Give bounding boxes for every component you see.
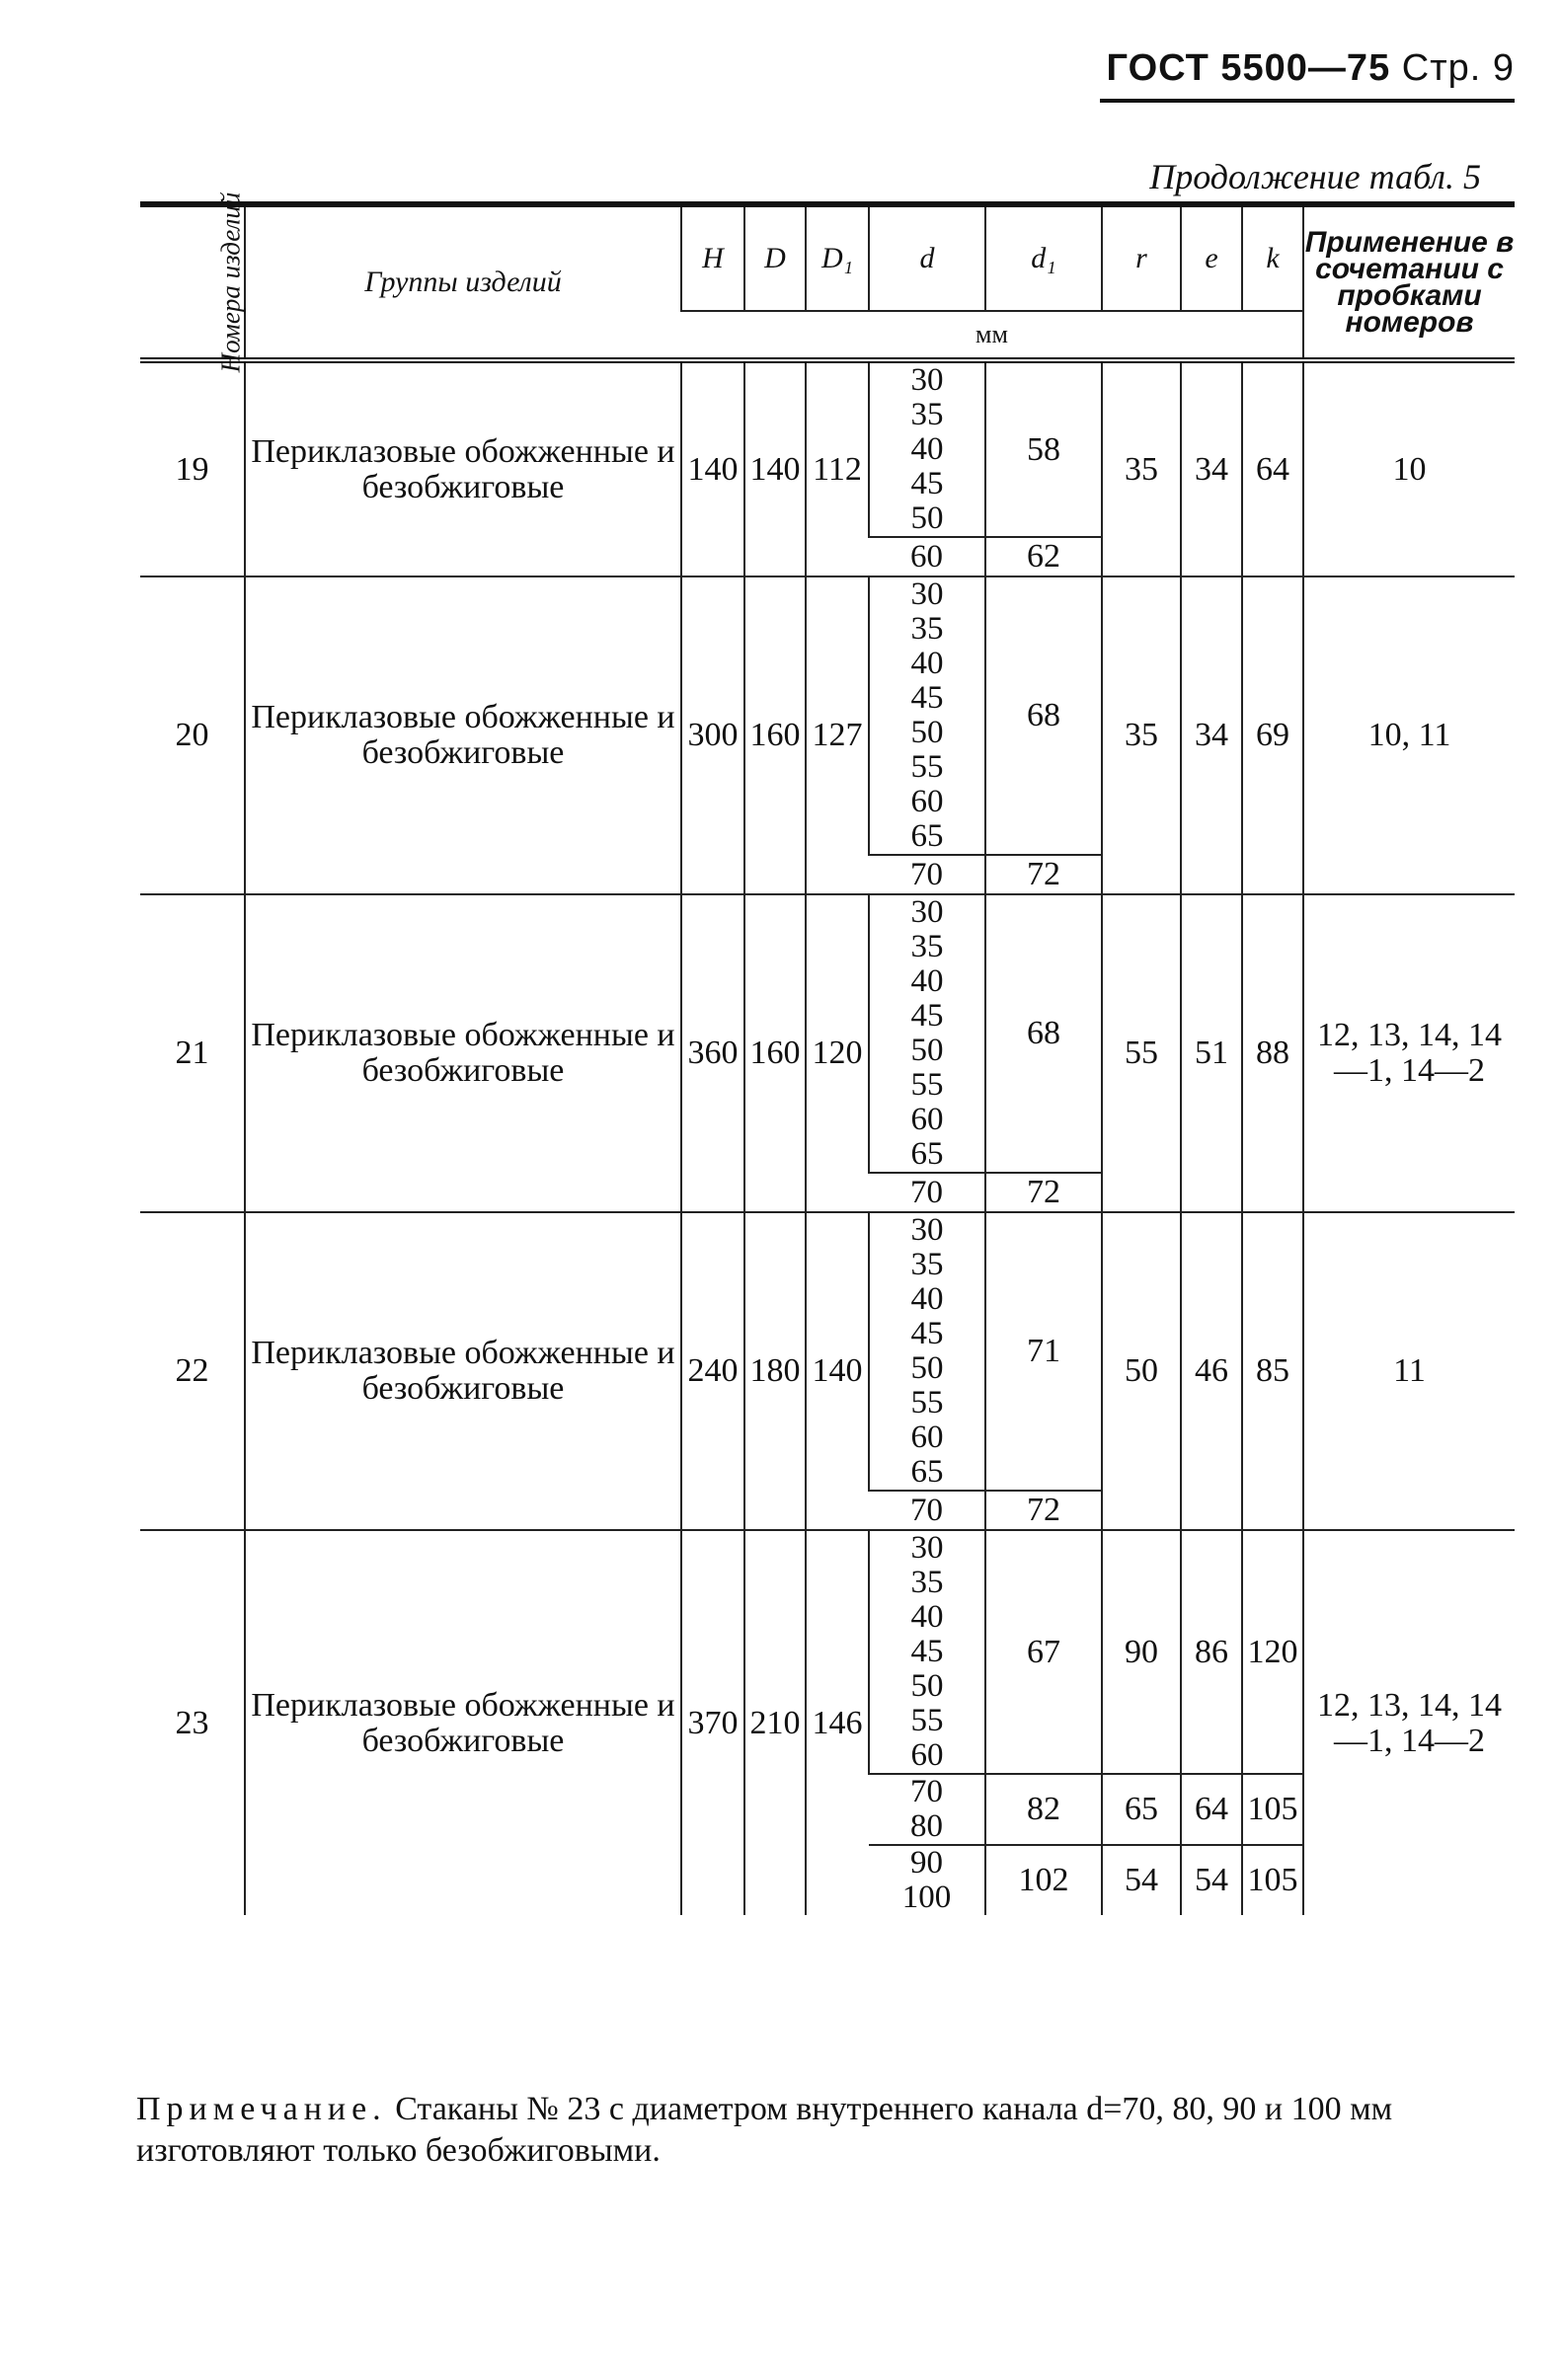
d-value: 40	[910, 1599, 944, 1635]
cell-d	[869, 537, 985, 576]
col-header-d1: d₁	[985, 204, 1102, 311]
cell-e: 34	[1181, 360, 1242, 576]
d-value: 30	[910, 576, 944, 612]
col-header-groups: Группы изделий	[245, 204, 681, 360]
cell-d	[869, 894, 985, 1173]
d-value: 45	[910, 1634, 944, 1669]
d-value: 65	[910, 1136, 944, 1172]
d-value: 45	[910, 466, 944, 501]
footnote	[136, 2089, 1519, 2172]
d-value: 50	[910, 715, 944, 750]
d-value: 55	[910, 1067, 944, 1103]
col-header-H: H	[681, 204, 744, 311]
row-number: 22	[140, 1212, 245, 1530]
cell-d	[869, 1173, 985, 1212]
col-header-r: r	[1102, 204, 1181, 311]
d-value: 60	[910, 1420, 944, 1455]
cell-d1: 67	[985, 1530, 1102, 1774]
cell-H: 300	[681, 576, 744, 894]
cell-d	[869, 1530, 985, 1774]
cell-d1: 72	[985, 855, 1102, 894]
row-number: 21	[140, 894, 245, 1212]
footnote-label: Примечание.	[136, 2091, 387, 2127]
d-value: 65	[910, 1454, 944, 1490]
cell-e: 54	[1181, 1845, 1242, 1915]
cell-D1: 127	[806, 576, 869, 894]
cell-k: 69	[1242, 576, 1303, 894]
cell-d1: 102	[985, 1845, 1102, 1915]
cell-d	[869, 576, 985, 855]
cell-D: 160	[744, 894, 806, 1212]
cell-e: 64	[1181, 1774, 1242, 1845]
d-value: 60	[910, 1102, 944, 1137]
cell-k: 85	[1242, 1212, 1303, 1530]
cell-d1: 82	[985, 1774, 1102, 1845]
cell-e: 51	[1181, 894, 1242, 1212]
row-group: Периклазовые обожженные и безобжиговые	[245, 1530, 681, 1915]
cell-D: 210	[744, 1530, 806, 1915]
cell-application: 12, 13, 14, 14—1, 14—2	[1303, 1530, 1515, 1915]
table-row	[140, 576, 1515, 855]
cell-d1: 68	[985, 576, 1102, 855]
d-value: 70	[910, 1492, 943, 1528]
d-value: 40	[910, 431, 944, 467]
d-value: 55	[910, 1385, 944, 1420]
cell-application: 10, 11	[1303, 576, 1515, 894]
table-caption: Продолжение табл. 5	[1149, 157, 1481, 196]
cell-k: 64	[1242, 360, 1303, 576]
d-value: 30	[910, 1530, 944, 1566]
d-value: 40	[910, 1281, 944, 1317]
table-header	[140, 192, 1515, 373]
cell-e: 46	[1181, 1212, 1242, 1530]
d-value: 50	[910, 1350, 944, 1386]
cell-r: 65	[1102, 1774, 1181, 1845]
d-value: 60	[910, 784, 944, 819]
cell-r: 55	[1102, 894, 1181, 1212]
d-value: 45	[910, 1316, 944, 1351]
d-value: 80	[910, 1808, 943, 1844]
d-value: 30	[910, 362, 944, 398]
table-row	[140, 1212, 1515, 1491]
row-group: Периклазовые обожженные и безобжиговые	[245, 894, 681, 1212]
cell-H: 240	[681, 1212, 744, 1530]
d-value: 70	[910, 1774, 943, 1809]
page-header	[1107, 47, 1515, 90]
cell-H: 140	[681, 360, 744, 576]
row-number: 23	[140, 1530, 245, 1915]
cell-application: 11	[1303, 1212, 1515, 1530]
d-value: 45	[910, 998, 944, 1034]
col-header-D1: D₁	[806, 204, 869, 311]
d-value: 30	[910, 1212, 944, 1248]
d-value: 55	[910, 749, 944, 785]
cell-D1: 112	[806, 360, 869, 576]
d-value: 40	[910, 963, 944, 999]
cell-e: 86	[1181, 1530, 1242, 1774]
col-header-num: Номера изделий	[140, 204, 245, 360]
d-value: 50	[910, 1668, 944, 1704]
d-value: 50	[910, 500, 944, 536]
cell-d1: 68	[985, 894, 1102, 1173]
d-value: 70	[910, 856, 943, 892]
cell-application: 10	[1303, 360, 1515, 576]
cell-D: 140	[744, 360, 806, 576]
specs-table	[140, 192, 1515, 1915]
cell-D1: 140	[806, 1212, 869, 1530]
row-number: 20	[140, 576, 245, 894]
d-value: 50	[910, 1033, 944, 1068]
cell-d1: 72	[985, 1173, 1102, 1212]
col-header-e: e	[1181, 204, 1242, 311]
cell-D1: 146	[806, 1530, 869, 1915]
header-rule	[1100, 99, 1515, 103]
d-value: 35	[910, 1247, 944, 1282]
row-group: Периклазовые обожженные и безобжиговые	[245, 576, 681, 894]
d-value: 65	[910, 818, 944, 854]
cell-d1: 62	[985, 537, 1102, 576]
d-value: 45	[910, 680, 944, 716]
cell-r: 35	[1102, 360, 1181, 576]
cell-k: 105	[1242, 1774, 1303, 1845]
d-value: 100	[901, 1880, 952, 1915]
table-row	[140, 894, 1515, 1173]
cell-d1: 58	[985, 360, 1102, 537]
d-value: 60	[910, 538, 943, 575]
d-value: 60	[910, 1737, 944, 1773]
table-body	[140, 360, 1515, 1915]
cell-d	[869, 1845, 985, 1915]
cell-H: 360	[681, 894, 744, 1212]
cell-e: 34	[1181, 576, 1242, 894]
cell-k: 105	[1242, 1845, 1303, 1915]
col-header-application: Применение в сочетании с пробками номеров	[1303, 204, 1515, 360]
cell-D: 160	[744, 576, 806, 894]
table-row	[140, 360, 1515, 537]
cell-r: 90	[1102, 1530, 1181, 1774]
cell-application: 12, 13, 14, 14—1, 14—2	[1303, 894, 1515, 1212]
cell-d1: 72	[985, 1491, 1102, 1530]
d-value: 35	[910, 397, 944, 432]
cell-D1: 120	[806, 894, 869, 1212]
d-value: 40	[910, 646, 944, 681]
col-header-k: k	[1242, 204, 1303, 311]
row-group: Периклазовые обожженные и безобжиговые	[245, 360, 681, 576]
cell-r: 54	[1102, 1845, 1181, 1915]
d-value: 70	[910, 1174, 943, 1210]
cell-r: 50	[1102, 1212, 1181, 1530]
cell-d	[869, 360, 985, 537]
row-number: 19	[140, 360, 245, 576]
cell-d	[869, 1774, 985, 1845]
cell-k: 88	[1242, 894, 1303, 1212]
footnote-text: Стаканы № 23 с диаметром внутреннего канала d=70, 80, 90 и 100 мм изготовляют только безобжиговыми.	[136, 2091, 1393, 2169]
table-row	[140, 1530, 1515, 1774]
cell-d	[869, 855, 985, 894]
unit-row: мм	[681, 311, 1303, 360]
cell-r: 35	[1102, 576, 1181, 894]
col-header-d: d	[869, 204, 985, 311]
page-number: Стр. 9	[1401, 47, 1515, 89]
d-value: 35	[910, 611, 944, 647]
d-value: 35	[910, 1565, 944, 1600]
cell-d	[869, 1491, 985, 1530]
cell-d	[869, 1212, 985, 1491]
d-value: 30	[910, 894, 944, 930]
d-value: 55	[910, 1703, 944, 1738]
cell-k: 120	[1242, 1530, 1303, 1774]
cell-D: 180	[744, 1212, 806, 1530]
col-header-D: D	[744, 204, 806, 311]
cell-H: 370	[681, 1530, 744, 1915]
d-value: 90	[910, 1845, 943, 1881]
row-group: Периклазовые обожженные и безобжиговые	[245, 1212, 681, 1530]
d-value: 35	[910, 929, 944, 964]
cell-d1: 71	[985, 1212, 1102, 1491]
document-code: ГОСТ 5500—75	[1106, 47, 1391, 89]
